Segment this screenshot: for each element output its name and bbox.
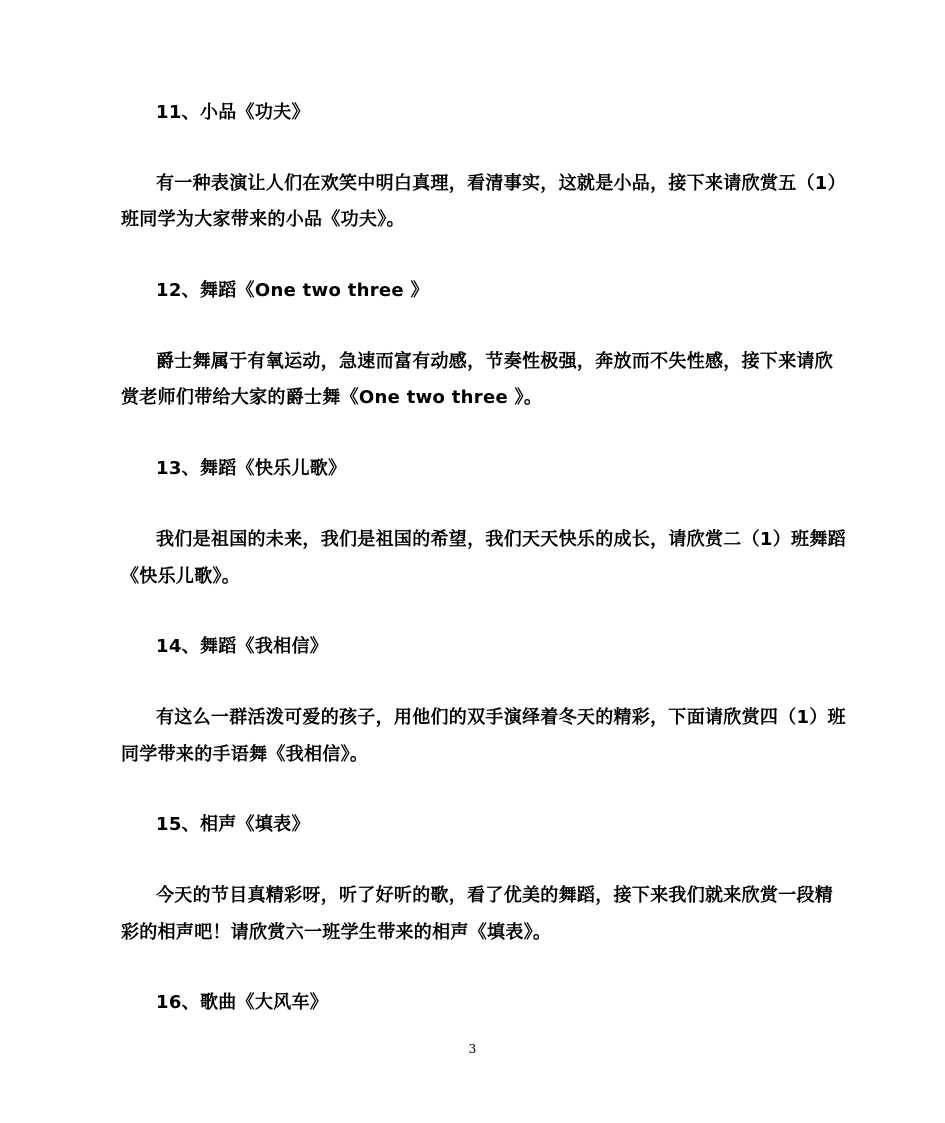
paragraph-line: 同学带来的手语舞《我相信》。	[121, 744, 369, 765]
section-heading: 16、歌曲《大风车》	[156, 992, 329, 1013]
paragraph-line: 班同学为大家带来的小品《功夫》。	[121, 209, 405, 230]
paragraph-line: 彩的相声吧！请欣赏六一班学生带来的相声《填表》。	[121, 922, 552, 943]
paragraph-line: 有这么一群活泼可爱的孩子，用他们的双手演绎着冬天的精彩，下面请欣赏四（1）班	[156, 707, 846, 728]
section-heading: 13、舞蹈《快乐儿歌》	[156, 458, 347, 479]
paragraph-line: 今天的节目真精彩呀，听了好听的歌，看了优美的舞蹈，接下来我们就来欣赏一段精	[156, 885, 834, 906]
section-heading: 11、小品《功夫》	[156, 102, 310, 123]
paragraph-line: 有一种表演让人们在欢笑中明白真理，看清事实，这就是小品，接下来请欣赏五（1）	[156, 173, 846, 194]
paragraph-line: 我们是祖国的未来，我们是祖国的希望，我们天天快乐的成长，请欣赏二（1）班舞蹈	[156, 529, 846, 550]
section-heading: 12、舞蹈《One two three 》	[156, 280, 429, 301]
paragraph-line: 赏老师们带给大家的爵士舞《One two three 》。	[121, 387, 543, 408]
section-heading: 15、相声《填表》	[156, 814, 310, 835]
section-heading: 14、舞蹈《我相信》	[156, 636, 329, 657]
page-number: 3	[468, 1042, 477, 1056]
paragraph-line: 爵士舞属于有氧运动，急速而富有动感，节奏性极强，奔放而不失性感，接下来请欣	[156, 351, 834, 372]
paragraph-line: 《快乐儿歌》。	[121, 566, 241, 587]
